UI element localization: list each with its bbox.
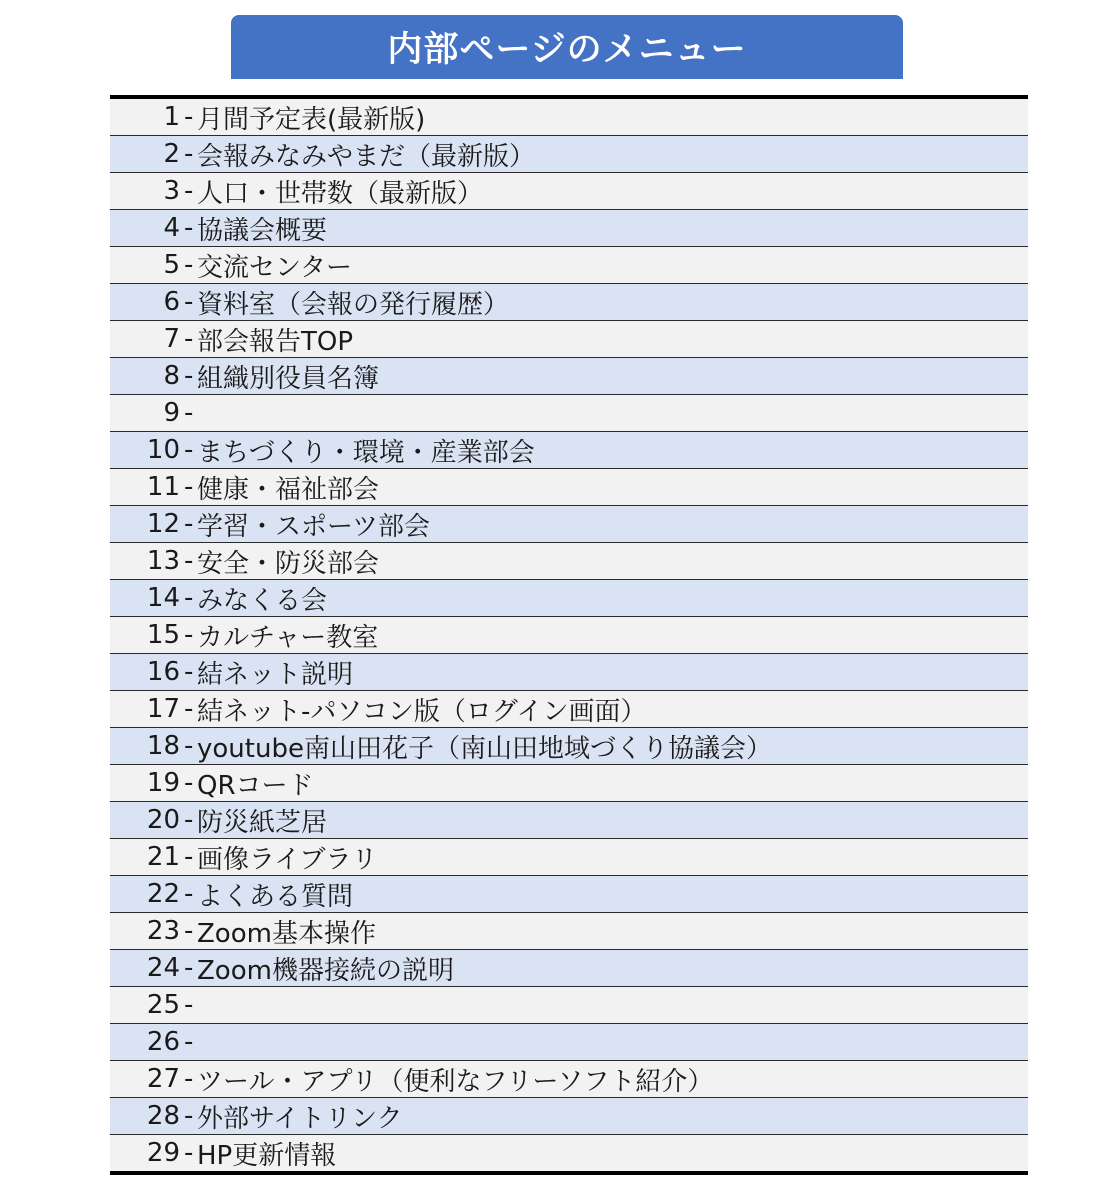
menu-item-5[interactable] bbox=[110, 247, 1028, 284]
menu-item-number: 18 bbox=[146, 731, 180, 761]
menu-item-6[interactable] bbox=[110, 284, 1028, 321]
menu-item-number: 27 bbox=[146, 1064, 180, 1094]
menu-item-label: 外部サイトリンク bbox=[197, 1103, 403, 1134]
menu-item-number: 9 bbox=[163, 398, 180, 428]
menu-item-separator: - bbox=[184, 139, 194, 169]
menu-item-number: 13 bbox=[146, 546, 180, 576]
menu-item-label: よくある質問 bbox=[197, 881, 354, 912]
menu-item-label: 部会報告TOP bbox=[197, 326, 354, 357]
menu-item-label: 画像ライブラリ bbox=[197, 844, 378, 875]
menu-item-separator: - bbox=[184, 916, 194, 946]
menu-item-number: 17 bbox=[146, 694, 180, 724]
menu-item-separator: - bbox=[184, 731, 194, 761]
menu-item-12[interactable] bbox=[110, 506, 1028, 543]
menu-item-14[interactable] bbox=[110, 580, 1028, 617]
menu-item-label: カルチャー教室 bbox=[197, 622, 379, 653]
menu-item-7[interactable] bbox=[110, 321, 1028, 358]
menu-item-number: 2 bbox=[163, 139, 180, 169]
menu-item-label: 防災紙芝居 bbox=[197, 807, 328, 838]
menu-item-label: HP更新情報 bbox=[197, 1140, 337, 1171]
menu-item-separator: - bbox=[184, 398, 194, 428]
menu-item-label: 健康・福祉部会 bbox=[197, 474, 380, 505]
menu-item-label: 安全・防災部会 bbox=[197, 548, 380, 579]
menu-item-label: 結ネット-パソコン版（ログイン画面） bbox=[197, 696, 647, 727]
menu-item-number: 16 bbox=[146, 657, 180, 687]
menu-item-number: 10 bbox=[146, 435, 180, 465]
menu-item-label: Zoom基本操作 bbox=[197, 918, 376, 949]
menu-item-label: 会報みなみやまだ（最新版） bbox=[197, 141, 536, 172]
menu-item-number: 4 bbox=[163, 213, 180, 243]
menu-item-18[interactable] bbox=[110, 728, 1028, 765]
menu-item-number: 15 bbox=[146, 620, 180, 650]
menu-item-number: 29 bbox=[146, 1138, 180, 1168]
menu-item-separator: - bbox=[184, 953, 194, 983]
menu-item-separator: - bbox=[184, 472, 194, 502]
menu-item-label: 組織別役員名簿 bbox=[197, 363, 380, 394]
menu-item-number: 23 bbox=[146, 916, 180, 946]
menu-item-26[interactable] bbox=[110, 1024, 1028, 1061]
menu-item-9[interactable] bbox=[110, 395, 1028, 432]
menu-item-separator: - bbox=[184, 213, 194, 243]
menu-item-number: 8 bbox=[163, 361, 180, 391]
menu-item-separator: - bbox=[184, 657, 194, 687]
menu-item-16[interactable] bbox=[110, 654, 1028, 691]
menu-item-8[interactable] bbox=[110, 358, 1028, 395]
menu-item-27[interactable] bbox=[110, 1061, 1028, 1098]
menu-item-19[interactable] bbox=[110, 765, 1028, 802]
menu-item-separator: - bbox=[184, 250, 194, 280]
menu-item-separator: - bbox=[184, 102, 194, 132]
menu-item-number: 1 bbox=[163, 102, 180, 132]
menu-item-label: Zoom機器接続の説明 bbox=[197, 955, 454, 986]
menu-list bbox=[110, 95, 1028, 1175]
menu-item-24[interactable] bbox=[110, 950, 1028, 987]
menu-item-separator: - bbox=[184, 583, 194, 613]
menu-item-separator: - bbox=[184, 509, 194, 539]
menu-item-separator: - bbox=[184, 990, 194, 1020]
menu-item-number: 6 bbox=[163, 287, 180, 317]
menu-item-number: 14 bbox=[146, 583, 180, 613]
menu-item-label: 協議会概要 bbox=[197, 215, 328, 246]
menu-item-label: 人口・世帯数（最新版） bbox=[197, 178, 484, 209]
menu-item-15[interactable] bbox=[110, 617, 1028, 654]
page-title: 内部ページのメニュー bbox=[231, 15, 903, 79]
menu-item-separator: - bbox=[184, 1027, 194, 1057]
menu-item-number: 3 bbox=[163, 176, 180, 206]
menu-item-number: 26 bbox=[146, 1027, 180, 1057]
menu-item-separator: - bbox=[184, 879, 194, 909]
menu-item-21[interactable] bbox=[110, 839, 1028, 876]
menu-item-number: 25 bbox=[146, 990, 180, 1020]
menu-item-23[interactable] bbox=[110, 913, 1028, 950]
menu-item-25[interactable] bbox=[110, 987, 1028, 1024]
menu-item-label: youtube南山田花子（南山田地域づくり協議会） bbox=[197, 733, 772, 764]
menu-item-17[interactable] bbox=[110, 691, 1028, 728]
menu-item-number: 21 bbox=[146, 842, 180, 872]
menu-item-separator: - bbox=[184, 694, 194, 724]
menu-item-label: ツール・アプリ（便利なフリーソフト紹介） bbox=[197, 1066, 714, 1097]
menu-item-separator: - bbox=[184, 1101, 194, 1131]
menu-item-separator: - bbox=[184, 1138, 194, 1168]
menu-item-label: まちづくり・環境・産業部会 bbox=[197, 437, 535, 468]
menu-item-number: 19 bbox=[146, 768, 180, 798]
menu-item-10[interactable] bbox=[110, 432, 1028, 469]
menu-item-separator: - bbox=[184, 435, 194, 465]
menu-item-29[interactable] bbox=[110, 1135, 1028, 1171]
menu-item-label: 結ネット説明 bbox=[197, 659, 354, 690]
menu-item-label: みなくる会 bbox=[197, 585, 328, 616]
menu-item-28[interactable] bbox=[110, 1098, 1028, 1135]
menu-item-number: 24 bbox=[146, 953, 180, 983]
menu-item-label: 学習・スポーツ部会 bbox=[197, 511, 430, 542]
menu-item-number: 5 bbox=[163, 250, 180, 280]
menu-item-separator: - bbox=[184, 324, 194, 354]
menu-item-20[interactable] bbox=[110, 802, 1028, 839]
menu-item-22[interactable] bbox=[110, 876, 1028, 913]
menu-item-separator: - bbox=[184, 361, 194, 391]
menu-item-4[interactable] bbox=[110, 210, 1028, 247]
menu-item-label: 資料室（会報の発行履歴） bbox=[197, 289, 510, 320]
menu-item-number: 22 bbox=[146, 879, 180, 909]
menu-item-separator: - bbox=[184, 768, 194, 798]
menu-item-separator: - bbox=[184, 287, 194, 317]
menu-item-separator: - bbox=[184, 805, 194, 835]
menu-item-label: 交流センター bbox=[197, 252, 352, 283]
menu-item-3[interactable] bbox=[110, 173, 1028, 210]
menu-item-label: QRコード bbox=[197, 770, 314, 801]
menu-item-number: 20 bbox=[146, 805, 180, 835]
menu-item-separator: - bbox=[184, 176, 194, 206]
menu-item-13[interactable] bbox=[110, 543, 1028, 580]
menu-item-separator: - bbox=[184, 842, 194, 872]
menu-item-separator: - bbox=[184, 1064, 194, 1094]
menu-item-2[interactable] bbox=[110, 136, 1028, 173]
menu-item-separator: - bbox=[184, 620, 194, 650]
menu-item-label: 月間予定表(最新版) bbox=[197, 104, 426, 135]
menu-item-separator: - bbox=[184, 546, 194, 576]
menu-item-number: 28 bbox=[146, 1101, 180, 1131]
menu-item-1[interactable] bbox=[110, 99, 1028, 136]
menu-item-11[interactable] bbox=[110, 469, 1028, 506]
menu-item-number: 11 bbox=[146, 472, 180, 502]
menu-item-number: 12 bbox=[146, 509, 180, 539]
menu-item-number: 7 bbox=[163, 324, 180, 354]
